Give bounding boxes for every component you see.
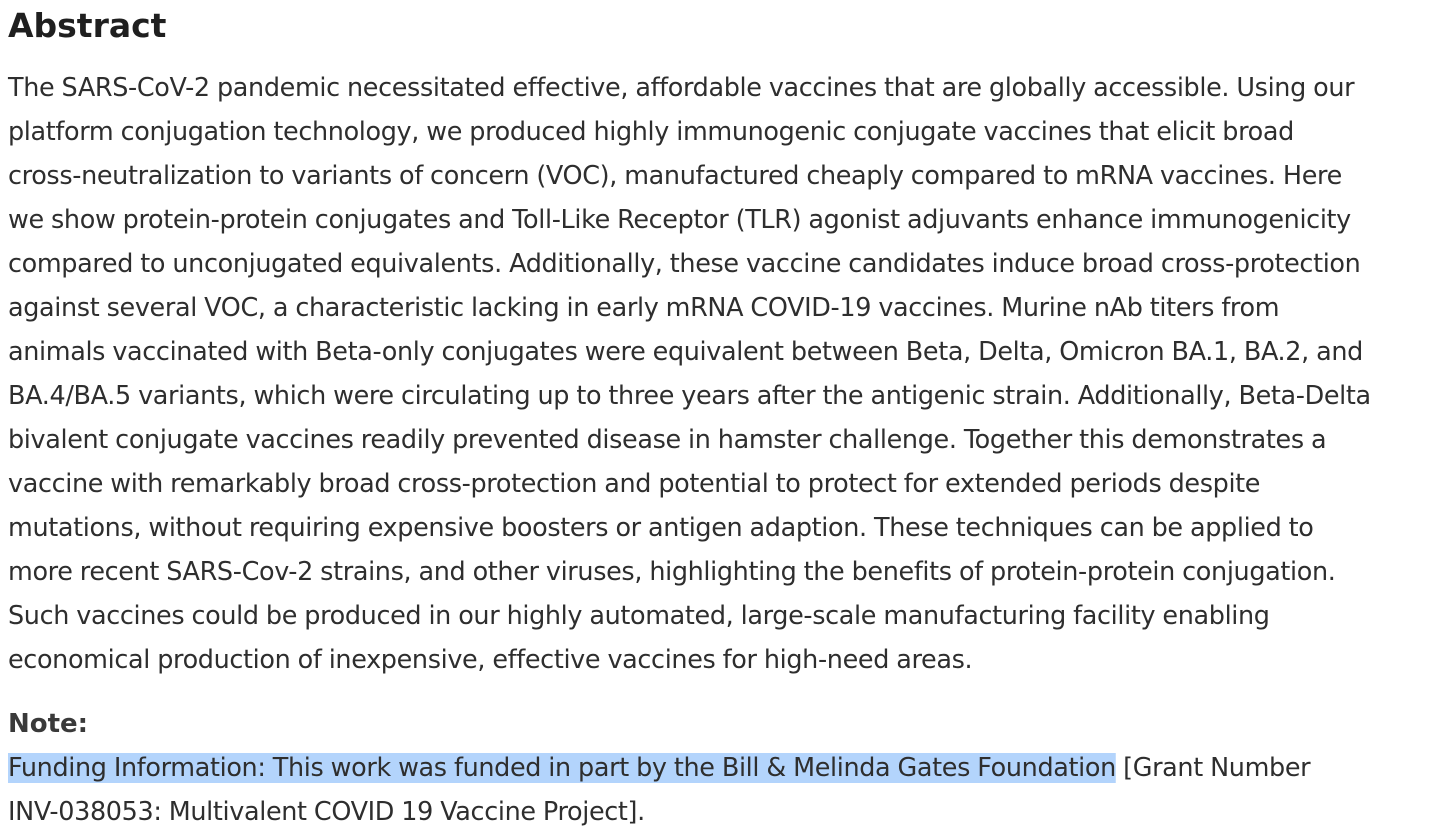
note-paragraph — [8, 746, 1444, 834]
abstract-line: BA.4/BA.5 variants, which were circulating up to three years after the antigenic strain. Additionally, Beta-Delta — [8, 381, 1371, 411]
abstract-line: bivalent conjugate vaccines readily prevented disease in hamster challenge. Together this demonstrates a — [8, 425, 1327, 455]
abstract-line: vaccine with remarkably broad cross-protection and potential to protect for extended periods despite — [8, 469, 1261, 499]
abstract-line: cross-neutralization to variants of concern (VOC), manufactured cheaply compared to mRNA vaccines. Here — [8, 161, 1342, 191]
abstract-paragraph — [8, 66, 1444, 682]
abstract-line: we show protein-protein conjugates and Toll-Like Receptor (TLR) agonist adjuvants enhance immunogenicity — [8, 205, 1351, 235]
abstract-line: Such vaccines could be produced in our highly automated, large-scale manufacturing facility enabling — [8, 601, 1270, 631]
abstract-line: platform conjugation technology, we produced highly immunogenic conjugate vaccines that elicit broad — [8, 117, 1294, 147]
note-line-2: INV-038053: Multivalent COVID 19 Vaccine Project]. — [8, 797, 645, 827]
abstract-heading: Abstract — [8, 6, 167, 45]
abstract-line: mutations, without requiring expensive boosters or antigen adaption. These techniques can be applied to — [8, 513, 1314, 543]
note-heading: Note: — [8, 709, 89, 739]
abstract-line: animals vaccinated with Beta-only conjugates were equivalent between Beta, Delta, Omicron BA.1, BA.2, and — [8, 337, 1363, 367]
selected-funding-text[interactable]: Funding Information: This work was funded in part by the Bill & Melinda Gates Foundation — [8, 753, 1116, 783]
grant-number-text: [Grant Number — [1115, 753, 1311, 783]
abstract-line: more recent SARS-Cov-2 strains, and other viruses, highlighting the benefits of protein-protein conjugation. — [8, 557, 1336, 587]
abstract-line: economical production of inexpensive, effective vaccines for high-need areas. — [8, 645, 973, 675]
abstract-line: The SARS-CoV-2 pandemic necessitated effective, affordable vaccines that are globally accessible. Using our — [8, 73, 1355, 103]
abstract-line: against several VOC, a characteristic lacking in early mRNA COVID-19 vaccines. Murine nAb titers from — [8, 293, 1280, 323]
abstract-line: compared to unconjugated equivalents. Additionally, these vaccine candidates induce broad cross-protection — [8, 249, 1361, 279]
note-line-1 — [8, 746, 1436, 790]
